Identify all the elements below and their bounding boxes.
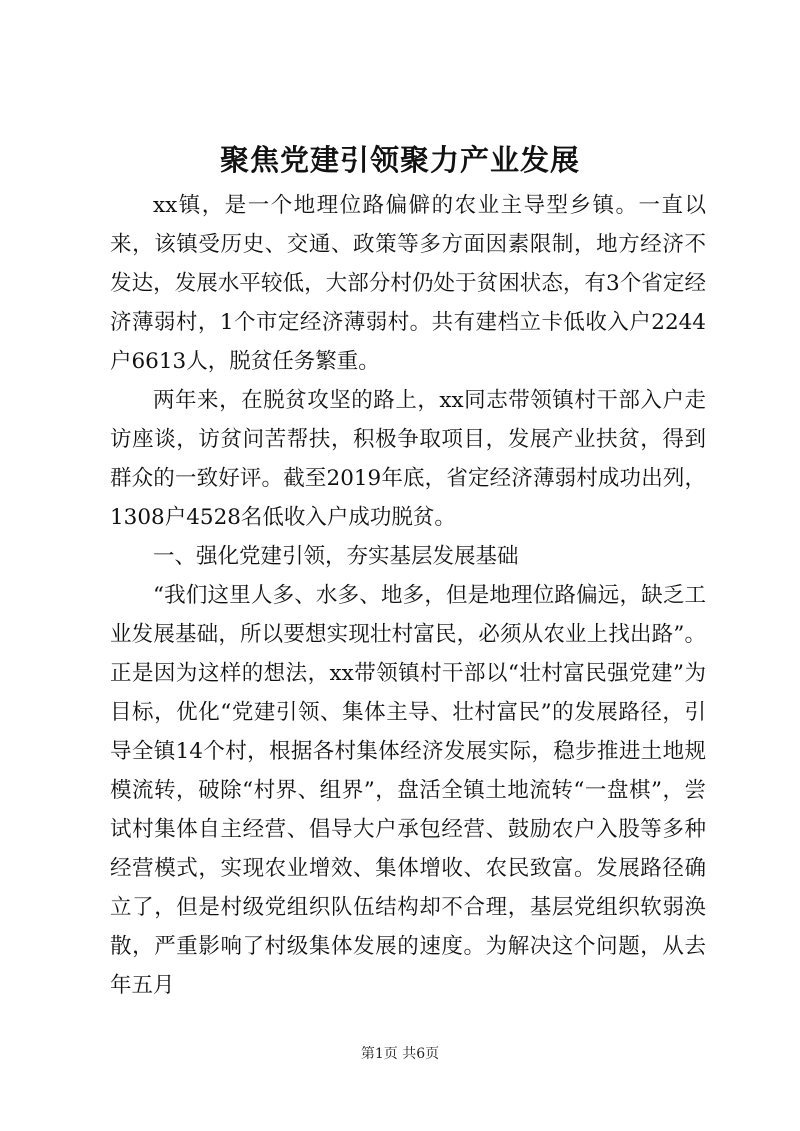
section-heading-1: 一、强化党建引领，夯实基层发展基础 [153, 544, 519, 569]
paragraph-section-1: “我们这里人多、水多、地多，但是地理位路偏远，缺乏工业发展基础，所以要想实现壮村富民，必须从农业上找出路”。正是因为这样的想法，xx带领镇村干部以“壮村富民强党建”为目标，优化“党建引领、集体主导、壮村富民”的发展路径，引导全镇14个村，根据各村集体经济发展实际，稳步推进土地规模流转，破除“村界、组界”，盘活全镇土地流转“一盘棋”，尝试村集体自主经营、倡导大户承包经营、鼓励农户入股等多种经营模式，实现农业增效、集体增收、农民致富。发展路径确立了，但是村级党组织队伍结构却不合理，基层党组织软弱涣散，严重影响了村级集体发展的速度。为解决这个问题，从去年五月 [110, 583, 706, 998]
paragraph-progress: 两年来，在脱贫攻坚的路上，xx同志带领镇村干部入户走访座谈，访贫问苦帮扶，积极争取项目，发展产业扶贫，得到群众的一致好评。截至2019年底，省定经济薄弱村成功出列，1308户4528名低收入户成功脱贫。 [110, 388, 706, 530]
document-title: 聚焦党建引领聚力产业发展 [219, 143, 580, 177]
document-body [110, 186, 706, 1005]
page-footer: 第1页 共6页 [360, 1046, 440, 1062]
paragraph-intro: xx镇，是一个地理位路偏僻的农业主导型乡镇。一直以来，该镇受历史、交通、政策等多方面因素限制，地方经济不发达，发展水平较低，大部分村仍处于贫困状态，有3个省定经济薄弱村，1个市定经济薄弱村。共有建档立卡低收入户2244户6613人，脱贫任务繁重。 [110, 193, 706, 374]
